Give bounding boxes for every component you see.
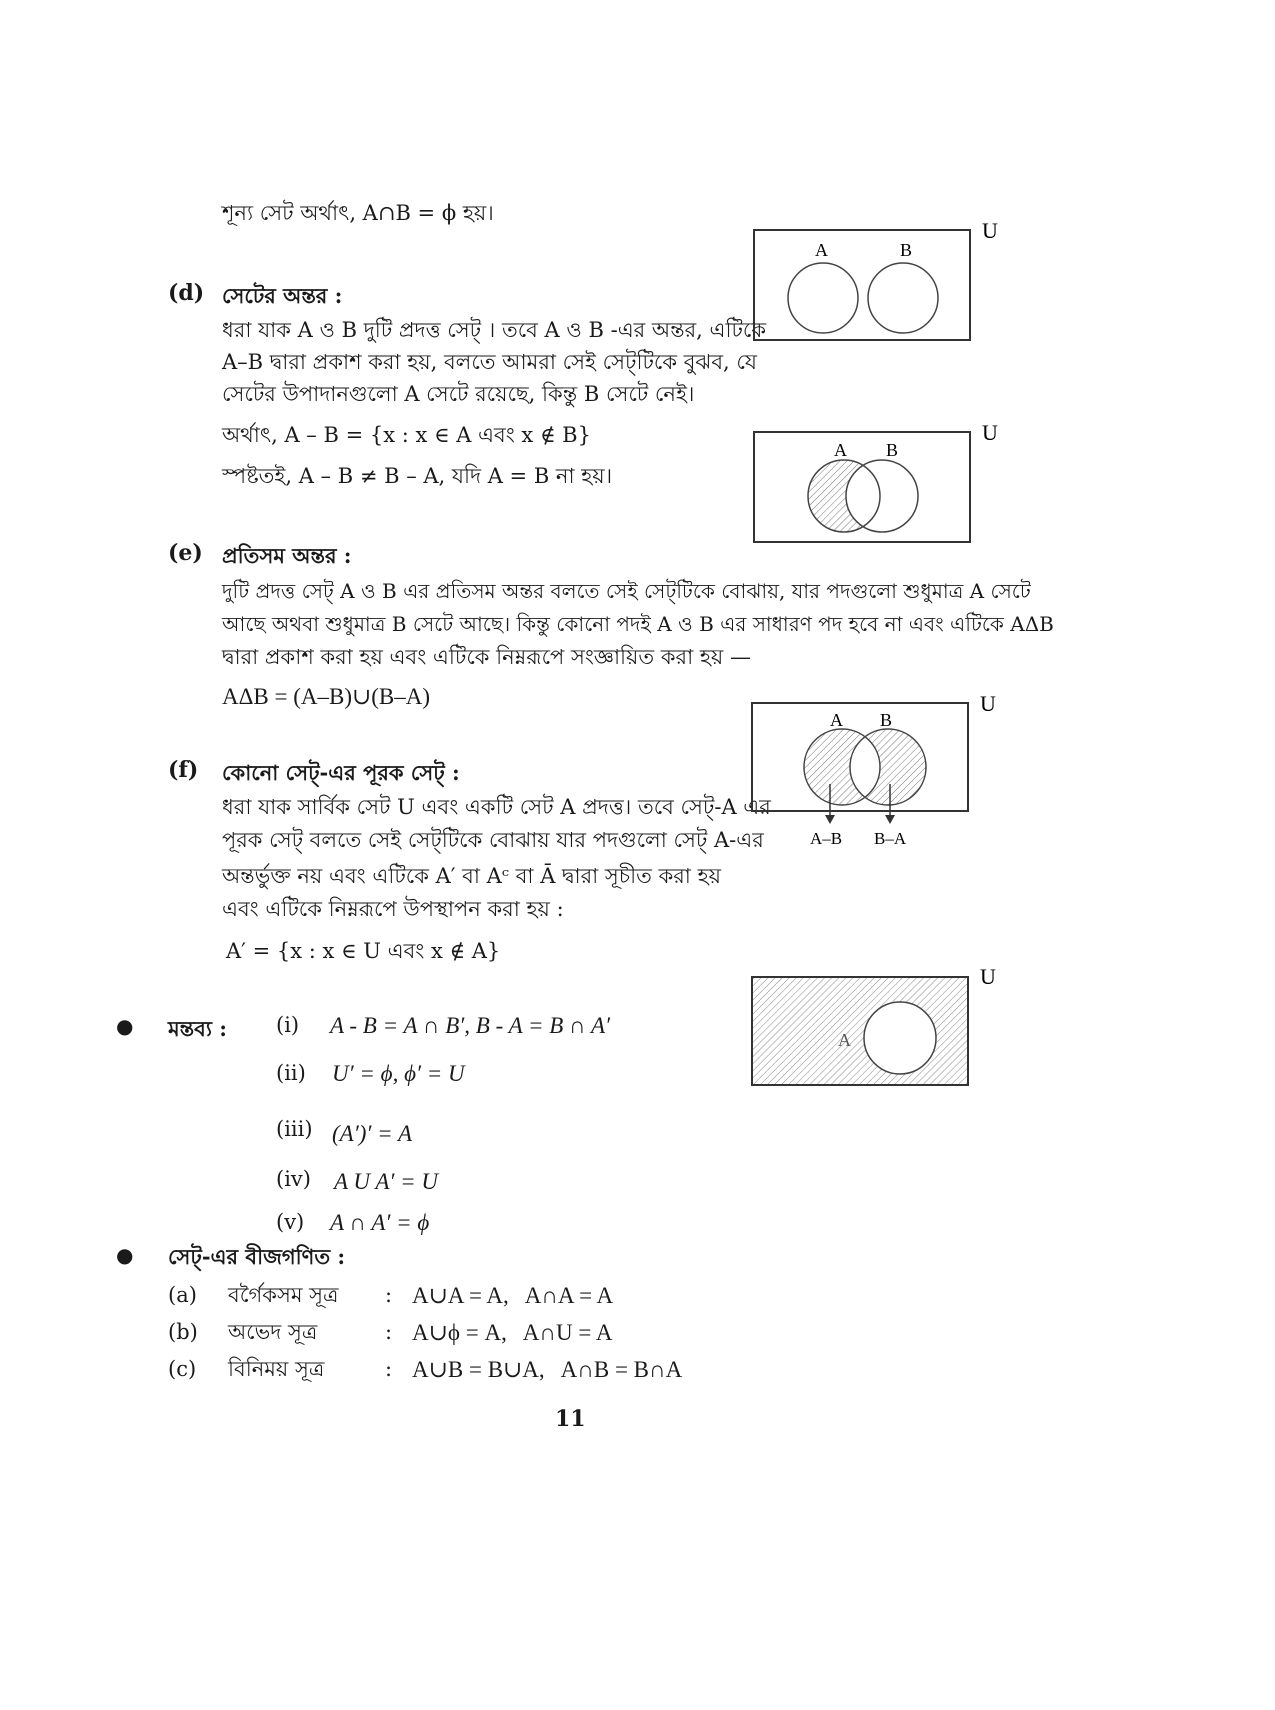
remark-num-2: (ii) — [276, 1061, 306, 1085]
remark-num-3: (iii) — [276, 1117, 313, 1141]
section-d-title: সেটের অন্তর : — [222, 283, 343, 308]
remark-num-4: (iv) — [276, 1167, 311, 1191]
set-b-label: B — [880, 710, 893, 730]
law-expr-a: A∪A = A, A∩A = A — [412, 1283, 614, 1308]
set-a-circle — [864, 1002, 936, 1074]
remark-expr-2: U′ = ϕ, ϕ′ = U — [332, 1061, 465, 1086]
venn-complement-diagram — [740, 956, 1020, 1096]
universe-rect — [754, 230, 970, 340]
law-expr-b: A∪ϕ = A, A∩U = A — [412, 1320, 613, 1345]
section-f-body-3: অন্তর্ভুক্ত নয় এবং এটিকে A′ বা Aᶜ বা Ā দ্বারা সূচীত করা হয় — [222, 864, 721, 888]
law-expr-c: A∪B = B∪A, A∩B = B∩A — [412, 1357, 683, 1382]
set-a-circle — [788, 263, 858, 333]
universe-label: U — [982, 218, 998, 243]
universe-label: U — [982, 420, 998, 445]
algebra-title: সেট্-এর বীজগণিত : — [168, 1244, 346, 1269]
bullet-icon: ● — [116, 1014, 134, 1038]
section-f-label: (f) — [168, 757, 199, 783]
section-d-formula: অর্থাৎ, A – B = {x : x ∈ A এবং x ∉ B} — [222, 423, 591, 447]
section-d-note: স্পষ্টতই, A – B ≠ B – A, যদি A = B না হয়। — [222, 464, 613, 488]
section-f-body-4: এবং এটিকে নিম্নরূপে উপস্থাপন করা হয় : — [222, 897, 564, 921]
law-sep-c: : — [385, 1357, 393, 1381]
section-d-body-1: ধরা যাক A ও B দুটি প্রদত্ত সেট্ । তবে A ও B -এর অন্তর, এটিকে — [222, 318, 767, 342]
remark-num-1: (i) — [276, 1013, 300, 1037]
section-e-body-1: দুটি প্রদত্ত সেট্ A ও B এর প্রতিসম অন্তর বলতে সেই সেট্‌টিকে বোঝায়, যার পদগুলো শুধুমাত্র A সেটে — [222, 579, 1031, 603]
law-name-b: অভেদ সূত্র — [228, 1320, 318, 1344]
set-b-label: B — [900, 240, 913, 260]
law-label-b: (b) — [168, 1320, 198, 1344]
bullet-icon: ● — [116, 1243, 134, 1267]
set-b-circle — [868, 263, 938, 333]
arrow-head-icon — [825, 815, 835, 824]
arrow-head-icon — [885, 815, 895, 824]
remark-expr-3: (A′)′ = A — [332, 1121, 413, 1146]
venn-disjoint-diagram — [740, 210, 1020, 350]
section-e-body-2: আছে অথবা শুধুমাত্র B সেটে আছে। কিন্তু কোনো পদই A ও B এর সাধারণ পদ হবে না এবং এটিকে AΔB — [222, 612, 1054, 636]
remark-expr-1: A - B = A ∩ B′, B - A = B ∩ A′ — [330, 1013, 611, 1038]
section-f-title: কোনো সেট্-এর পূরক সেট্ : — [222, 760, 460, 785]
law-sep-b: : — [385, 1320, 393, 1344]
section-d-label: (d) — [168, 280, 205, 306]
set-a-label: A — [834, 440, 847, 460]
venn-difference-diagram — [740, 412, 1020, 552]
law-label-a: (a) — [168, 1283, 197, 1307]
set-a-label: A — [815, 240, 828, 260]
universe-label: U — [980, 964, 996, 989]
section-d-body-3: সেটের উপাদানগুলো A সেটে রয়েছে, কিন্তু B সেটে নেই। — [222, 382, 695, 406]
section-f-body-1: ধরা যাক সার্বিক সেট U এবং একটি সেট A প্রদত্ত। তবে সেট্-A এর — [222, 795, 771, 819]
section-f-formula: A′ = {x : x ∈ U এবং x ∉ A} — [226, 939, 501, 963]
remarks-title: মন্তব্য : — [168, 1016, 227, 1041]
set-b-label: B — [886, 440, 899, 460]
remark-expr-4: A U A′ = U — [334, 1169, 439, 1194]
section-f-body-2: পূরক সেট্ বলতে সেই সেট্‌টিকে বোঝায় যার পদগুলো সেট্ A-এর — [222, 828, 764, 852]
section-d-body-2: A–B দ্বারা প্রকাশ করা হয়, বলতে আমরা সেই সেট্‌টিকে বুঝব, যে — [222, 350, 757, 374]
universe-label: U — [980, 691, 996, 716]
section-e-title: প্রতিসম অন্তর : — [222, 543, 352, 568]
intro-line: শূন্য সেট অর্থাৎ, A∩B = ϕ হয়। — [222, 201, 494, 225]
page-number: 11 — [555, 1406, 586, 1432]
section-e-formula: AΔB = (A–B)∪(B–A) — [222, 684, 431, 709]
law-name-a: বর্গৈকসম সূত্র — [228, 1283, 339, 1307]
section-e-body-3: দ্বারা প্রকাশ করা হয় এবং এটিকে নিম্নরূপে সংজ্ঞায়িত করা হয় — — [222, 645, 751, 669]
set-a-label: A — [838, 1030, 851, 1050]
venn-symmetric-diagram — [740, 684, 1020, 854]
a-minus-b-label: A–B — [810, 829, 843, 848]
law-sep-a: : — [385, 1283, 393, 1307]
b-minus-a-label: B–A — [874, 829, 907, 848]
law-name-c: বিনিময় সূত্র — [228, 1357, 325, 1381]
section-e-label: (e) — [168, 540, 203, 566]
set-a-label: A — [830, 710, 843, 730]
remark-expr-5: A ∩ A′ = ϕ — [330, 1210, 430, 1235]
remark-num-5: (v) — [276, 1210, 305, 1234]
law-label-c: (c) — [168, 1357, 197, 1381]
